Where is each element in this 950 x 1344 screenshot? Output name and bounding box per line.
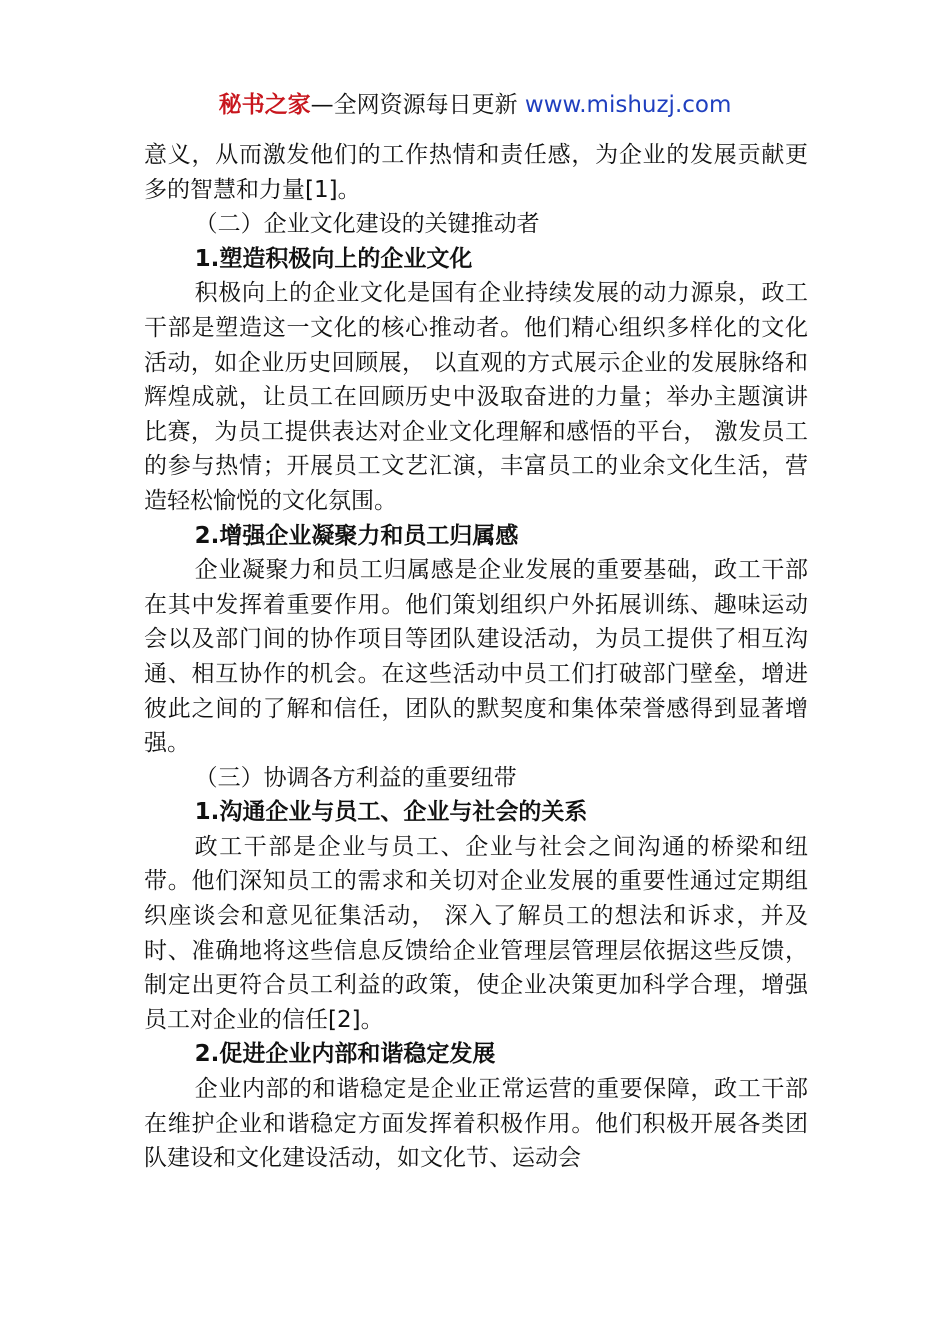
paragraph-continuation: 意义，从而激发他们的工作热情和责任感，为企业的发展贡献更多的智慧和力量[1]。 [144,142,808,203]
paragraph-3-2: 企业内部的和谐稳定是企业正常运营的重要保障，政工干部在维护企业和谐稳定方面发挥着积极作用。他们积极开展各类团队建设和文化建设活动，如文化节、运动会 [144,1076,808,1172]
document-body [144,138,808,1176]
website-link[interactable]: www.mishuzj.com [524,92,732,118]
paragraph-3-1: 政工干部是企业与员工、企业与社会之间沟通的桥梁和纽带。他们深知员工的需求和关切对企业发展的重要性通过定期组织座谈会和意见征集活动， 深入了解员工的想法和诉求，并及时、准确地将这些信息反馈给企业管理层管理层依据这些反馈，制定出更符合员工利益的政策，使企业决策更加科学合理，增强员工对企业的信任[2]。 [144,833,808,1033]
page-header [0,88,950,122]
subheading-3-1: 1.沟通企业与员工、企业与社会的关系 [194,799,588,826]
brand-name: 秘书之家 [218,92,311,118]
paragraph-2-1: 积极向上的企业文化是国有企业持续发展的动力源泉，政工干部是塑造这一文化的核心推动者。他们精心组织多样化的文化活动，如企业历史回顾展， 以直观的方式展示企业的发展脉络和辉煌成就，让员工在回顾历史中汲取奋进的力量；举办主题演讲比赛，为员工提供表达对企业文化理解和感悟的平台， 激发员工的参与热情；开展员工文艺汇演，丰富员工的业余文化生活，营造轻松愉悦的文化氛围。 [144,280,808,514]
subheading-3-2: 2.促进企业内部和谐稳定发展 [194,1041,496,1068]
section-heading-2: （二）企业文化建设的关键推动者 [194,211,540,238]
paragraph-2-2: 企业凝聚力和员工归属感是企业发展的重要基础，政工干部在其中发挥着重要作用。他们策划组织户外拓展训练、趣味运动会以及部门间的协作项目等团队建设活动，为员工提供了相互沟通、相互协作的机会。在这些活动中员工们打破部门壁垒，增进彼此之间的了解和信任，团队的默契度和集体荣誉感得到显著增强。 [144,557,808,757]
section-heading-3: （三）协调各方利益的重要纽带 [194,764,517,791]
header-slogan: —全网资源每日更新 [310,92,525,118]
subheading-2-2: 2.增强企业凝聚力和员工归属感 [194,522,519,549]
subheading-2-1: 1.塑造积极向上的企业文化 [194,245,473,272]
